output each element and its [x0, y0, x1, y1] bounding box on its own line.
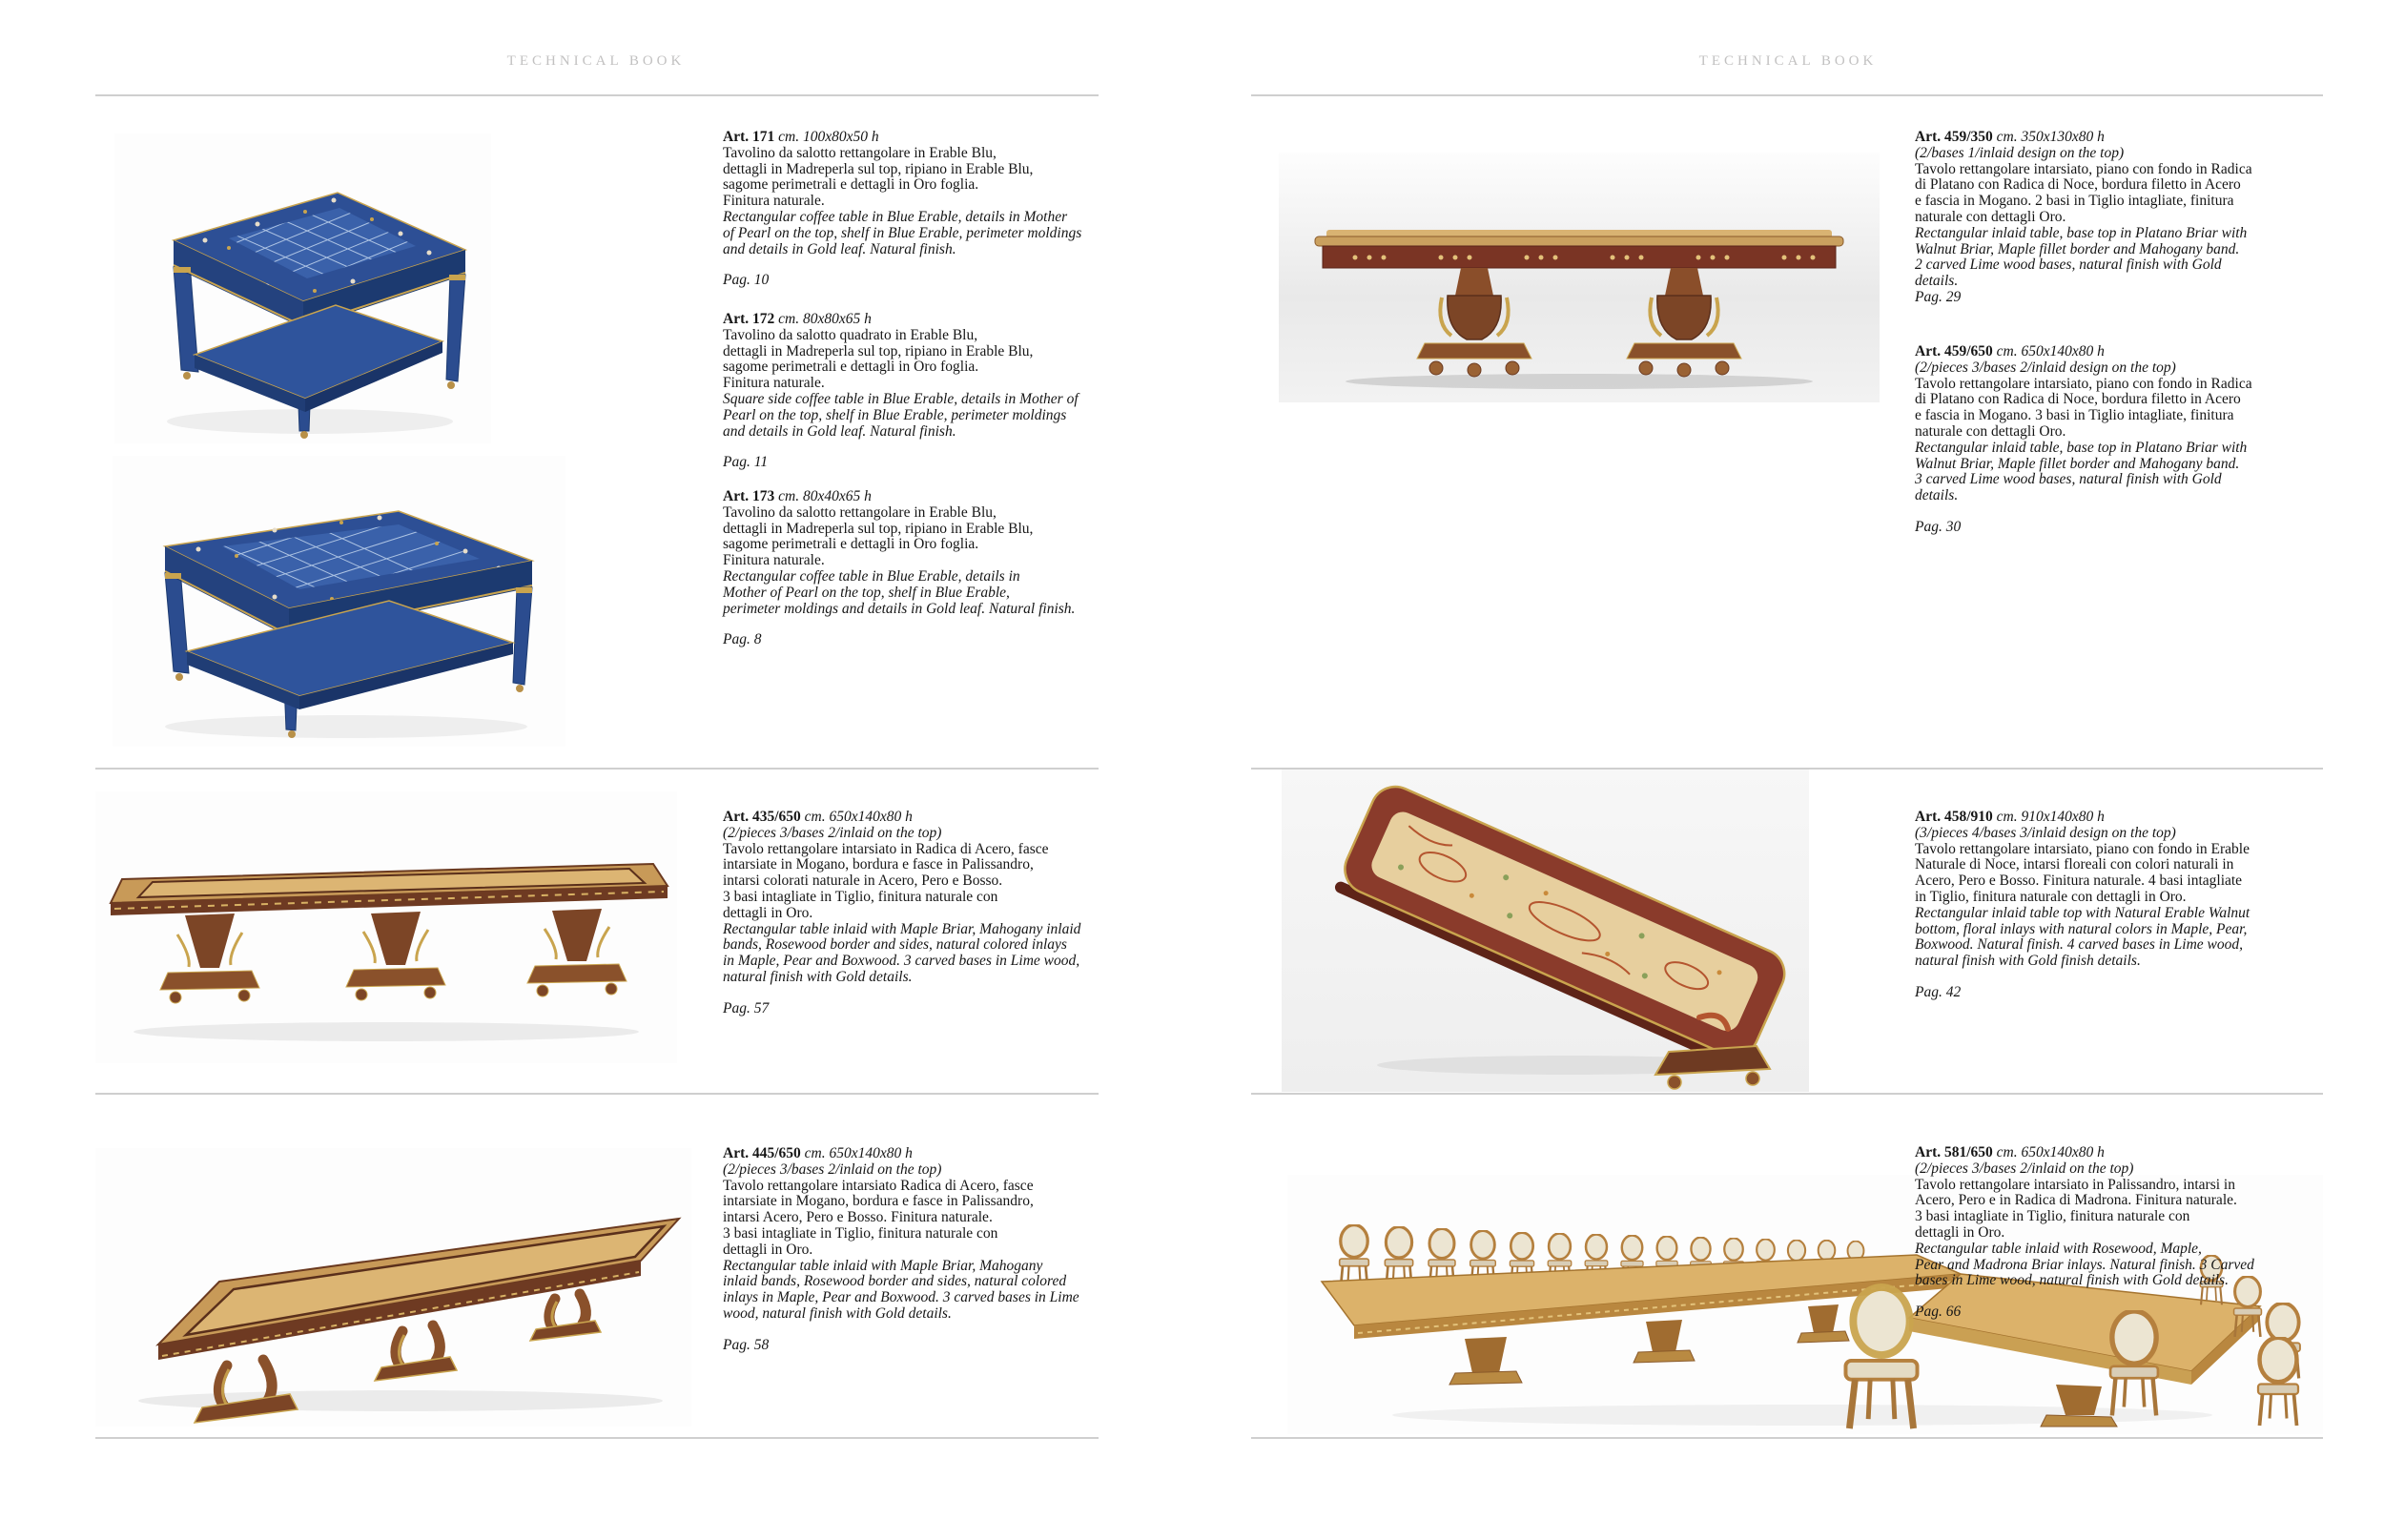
description-english: Rectangular coffee table in Blue Erable, details in Mother of Pearl on the top, shelf in Blue Erable, perimeter moldings and details in Gold leaf. Natural finish. [723, 208, 1082, 257]
header-rule [95, 94, 1099, 96]
page-reference: Pag. 8 [723, 631, 762, 648]
dimensions: cm. 910x140x80 h [1996, 809, 2105, 825]
article-number: Art. 172 [723, 311, 775, 327]
product-block-art-458-910 [1915, 810, 2327, 1001]
product-photo-diagonal-inlaid-table [1282, 770, 1809, 1092]
dimensions: cm. 80x40x65 h [778, 488, 872, 504]
description-italian: Tavolo rettangolare intarsiato in Palissandro, intarsi in Acero, Pero e in Radica di Madrona. Finitura naturale. 3 basi intagliate in Tiglio, finitura naturale con dettagli in Oro. [1915, 1176, 2237, 1241]
product-photo-long-table-three-bases [95, 791, 677, 1063]
page-title: TECHNICAL BOOK [1698, 53, 1878, 69]
page-reference: Pag. 30 [1915, 518, 1962, 535]
page-right [1192, 0, 2384, 1540]
article-number: Art. 459/650 [1915, 343, 1993, 359]
description-italian: Tavolo rettangolare intarsiato, piano con fondo in Erable Naturale di Noce, intarsi floreali con colori naturali in Acero, Pero e Bosso. Finitura naturale. 4 basi intagliate in Tiglio, finitura naturale con dettagli in Oro. [1915, 840, 2250, 905]
description-english: Rectangular inlaid table, base top in Platano Briar with Walnut Briar, Maple fillet border and Mahogany band. 2 carved Lime wood bases, natural finish with Gold details. [1915, 224, 2248, 290]
section-divider [1251, 1093, 2323, 1095]
product-block-art-171 [723, 130, 1108, 289]
description-italian: Tavolino da salotto quadrato in Erable Blu, dettagli in Madreperla sul top, ripiano in Erable Blu, sagome perimetrali e dettagli in Oro foglia. Finitura naturale. [723, 326, 1034, 392]
dimensions: cm. 650x140x80 h [1996, 343, 2105, 359]
description-english: Rectangular table inlaid with Maple Briar, Mahogany inlaid bands, Rosewood border and sides, natural colored inlays in Maple, Pear and Boxwood. 3 carved bases in Lime wood, natural finish with Gold details. [723, 1257, 1079, 1322]
description-english: Rectangular inlaid table top with Natural Erable Walnut bottom, floral inlays with natural colors in Maple, Pear, Boxwood. Natural finish. 4 carved bases in Lime wood, natural finish with Gold finish details. [1915, 904, 2250, 970]
product-title [1915, 1145, 2327, 1161]
description-italian: Tavolo rettangolare intarsiato Radica di Acero, fasce intarsiate in Mogano, bordura e fasce in Palissandro, intarsi Acero, Pero e Bosso. Finitura naturale. 3 basi intagliate in Tiglio, finitura naturale con dettagli in Oro. [723, 1177, 1034, 1258]
article-number: Art. 445/650 [723, 1145, 801, 1161]
dimensions: cm. 80x80x65 h [778, 311, 872, 327]
dimensions: cm. 650x140x80 h [804, 809, 913, 825]
blue-coffee-table-illustration [113, 456, 565, 747]
page-reference: Pag. 29 [1915, 288, 1962, 305]
article-number: Art. 171 [723, 129, 775, 145]
product-title [723, 130, 1108, 146]
product-block-art-459-350 [1915, 130, 2327, 306]
diagonal-inlaid-table-illustration [1282, 770, 1809, 1092]
description-italian: Tavolino da salotto rettangolare in Erable Blu, dettagli in Madreperla sul top, ripiano in Erable Blu, sagome perimetrali e dettagli in Oro foglia. Finitura naturale. [723, 144, 1034, 210]
page-reference: Pag. 10 [723, 272, 770, 289]
description-english: Square side coffee table in Blue Erable, details in Mother of Pearl on the top, shelf in Blue Erable, perimeter moldings and details in Gold leaf. Natural finish. [723, 390, 1079, 440]
product-photo-blue-square-table [114, 133, 491, 443]
product-title [1915, 344, 2327, 360]
footer-rule [1251, 1437, 2323, 1439]
description-english: Rectangular coffee table in Blue Erable, details in Mother of Pearl on the top, shelf in Blue Erable, perimeter moldings and details in Gold leaf. Natural finish. [723, 567, 1076, 617]
description-english: Rectangular table inlaid with Rosewood, Maple, Pear and Madrona Briar inlays. Natural finish. 3 Carved bases in Lime wood, natural finish with Gold details. [1915, 1240, 2254, 1289]
blue-square-table-illustration [114, 133, 491, 443]
page-reference: Pag. 42 [1915, 983, 1962, 1000]
section-divider [95, 1093, 1099, 1095]
dimensions: cm. 650x140x80 h [1996, 1144, 2105, 1160]
product-block-art-173 [723, 489, 1108, 648]
article-number: Art. 459/350 [1915, 129, 1993, 145]
footer-rule [95, 1437, 1099, 1439]
product-title [1915, 810, 2327, 826]
product-photo-blue-coffee-table [113, 456, 565, 747]
description-english: Rectangular table inlaid with Maple Briar, Mahogany inlaid bands, Rosewood border and sides, natural colored inlays in Maple, Pear and Boxwood. 3 carved bases in Lime wood, natural finish with Gold details. [723, 920, 1081, 985]
dimensions: cm. 350x130x80 h [1996, 129, 2105, 145]
product-title [723, 312, 1108, 328]
description-italian: Tavolino da salotto rettangolare in Erable Blu, dettagli in Madreperla sul top, ripiano in Erable Blu, sagome perimetrali e dettagli in Oro foglia. Finitura naturale. [723, 503, 1034, 569]
article-number: Art. 458/910 [1915, 809, 1993, 825]
product-title [723, 810, 1108, 826]
section-divider [95, 768, 1099, 770]
configuration-note: (3/pieces 4/bases 3/inlaid design on the top) [1915, 824, 2176, 841]
dimensions: cm. 650x140x80 h [804, 1145, 913, 1161]
long-angled-table-illustration [95, 1148, 691, 1427]
description-italian: Tavolo rettangolare intarsiato, piano con fondo in Radica di Platano con Radica di Noce, bordura filetto in Acero e fascia in Mogano. 3 basi in Tiglio intagliate, finitura naturale con dettagli Oro. [1915, 375, 2252, 440]
article-number: Art. 435/650 [723, 809, 801, 825]
configuration-note: (2/pieces 3/bases 2/inlaid on the top) [723, 824, 942, 841]
header-rule [1251, 94, 2323, 96]
product-title [723, 1146, 1108, 1162]
page-reference: Pag. 58 [723, 1336, 770, 1353]
page-reference: Pag. 11 [723, 454, 769, 471]
description-italian: Tavolo rettangolare intarsiato in Radica di Acero, fasce intarsiate in Mogano, bordura e fasce in Palissandro, intarsi colorati naturale in Acero, Pero e Bosso. 3 basi intagliate in Tiglio, finitura naturale con dettagli in Oro. [723, 840, 1049, 921]
product-photo-long-angled-table [95, 1148, 691, 1427]
product-block-art-459-650 [1915, 344, 2327, 536]
product-photo-two-pedestal-table [1279, 153, 1880, 402]
configuration-note: (2/pieces 3/bases 2/inlaid design on the top) [1915, 359, 2176, 376]
dimensions: cm. 100x80x50 h [778, 129, 879, 145]
article-number: Art. 581/650 [1915, 1144, 1993, 1160]
description-english: Rectangular inlaid table, base top in Platano Briar with Walnut Briar, Maple fillet border and Mahogany band. 3 carved Lime wood bases, natural finish with Gold details. [1915, 439, 2248, 504]
page-reference: Pag. 66 [1915, 1304, 1962, 1321]
two-pedestal-table-illustration [1279, 153, 1880, 402]
long-table-illustration [95, 791, 677, 1063]
product-block-art-581-650 [1915, 1145, 2327, 1321]
product-title [723, 489, 1108, 505]
configuration-note: (2/bases 1/inlaid design on the top) [1915, 144, 2125, 161]
product-block-art-435-650 [723, 810, 1108, 1017]
page-title: TECHNICAL BOOK [506, 53, 686, 69]
article-number: Art. 173 [723, 488, 775, 504]
product-title [1915, 130, 2327, 146]
description-italian: Tavolo rettangolare intarsiato, piano con fondo in Radica di Platano con Radica di Noce, bordura filetto in Acero e fascia in Mogano. 2 basi in Tiglio intagliate, finitura naturale con dettagli Oro. [1915, 160, 2252, 225]
product-block-art-172 [723, 312, 1108, 471]
configuration-note: (2/pieces 3/bases 2/inlaid on the top) [723, 1160, 942, 1178]
product-block-art-445-650 [723, 1146, 1108, 1354]
configuration-note: (2/pieces 3/bases 2/inlaid on the top) [1915, 1160, 2134, 1177]
page-reference: Pag. 57 [723, 999, 770, 1016]
